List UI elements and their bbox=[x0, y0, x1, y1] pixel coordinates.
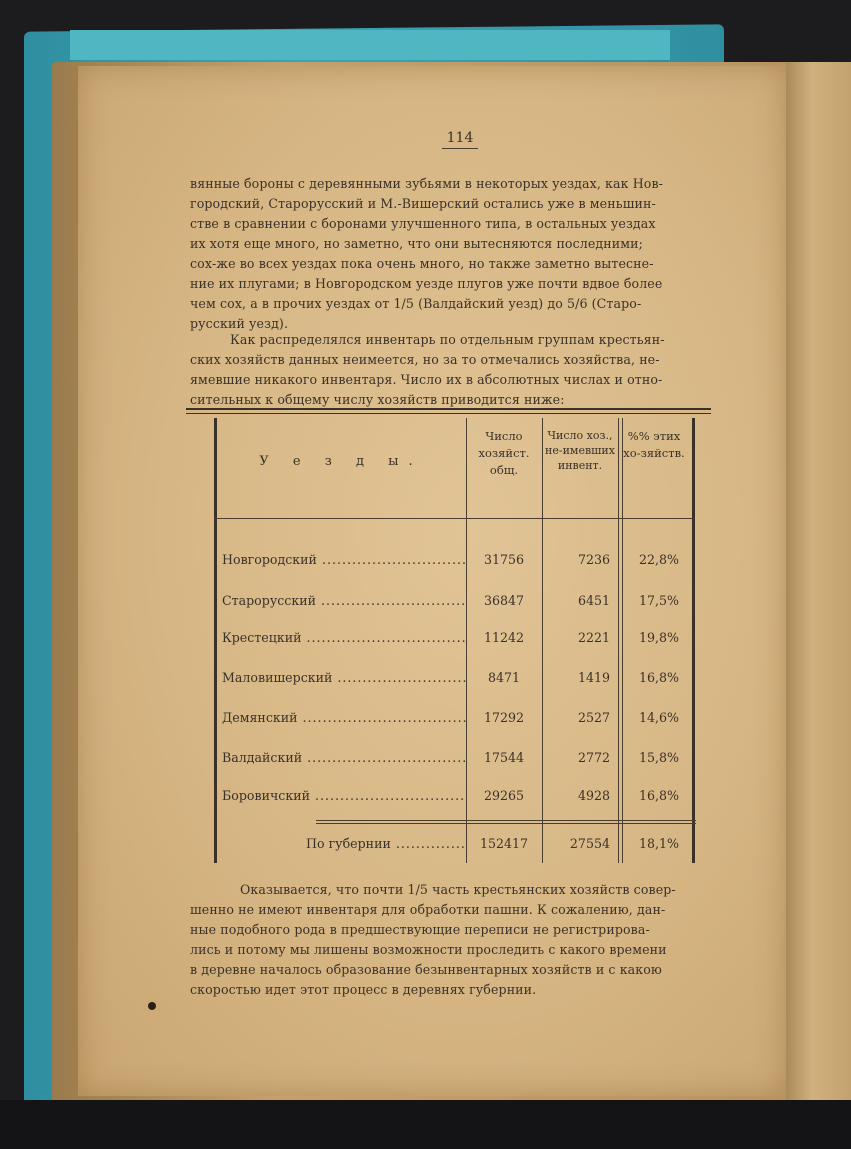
text-line: ских хозяйств данных неимеется, но за то отмечались хозяйства, не- bbox=[190, 352, 660, 367]
row-name: Валдайский ..... bbox=[222, 750, 467, 765]
cell-total: 11242 bbox=[483, 630, 525, 645]
text-line: сительных к общему числу хозяйств приводится ниже: bbox=[190, 392, 565, 407]
cell-percent: 16,8% bbox=[638, 788, 679, 803]
page-speck bbox=[148, 1002, 156, 1010]
row-name: Старорусский ..... bbox=[222, 593, 467, 608]
page-number: 114 bbox=[442, 130, 478, 149]
cell-percent: 15,8% bbox=[638, 750, 679, 765]
cell-without: 6451 bbox=[577, 593, 610, 608]
paragraph-1 bbox=[190, 174, 710, 334]
cell-total: 8471 bbox=[487, 670, 521, 685]
text-line: ные подобного рода в предшествующие переписи не регистрирова- bbox=[190, 922, 650, 937]
total-separator bbox=[316, 823, 696, 824]
cell-percent: 14,6% bbox=[638, 710, 679, 725]
cell-without: 2772 bbox=[577, 750, 610, 765]
row-name: Маловишерский ..... bbox=[222, 670, 467, 685]
facing-page-edge bbox=[786, 62, 851, 1102]
table-row bbox=[196, 788, 701, 810]
text-line: их хотя еще много, но заметно, что они вытесняются последними; bbox=[190, 236, 643, 251]
row-name: Демянский ..... bbox=[222, 710, 467, 725]
header-uezdy: У е з д ы. bbox=[259, 454, 423, 469]
table-row bbox=[196, 593, 701, 615]
row-name: Новгородский ..... bbox=[222, 552, 467, 567]
row-name: Боровичский ..... bbox=[222, 788, 467, 803]
text-line: скоростью идет этот процесс в деревнях губернии. bbox=[190, 982, 537, 997]
book-cover-edge bbox=[70, 30, 670, 60]
background-surface bbox=[0, 1100, 851, 1149]
text-line: сох-же во всех уездах пока очень много, но также заметно вытесне- bbox=[190, 256, 654, 271]
cell-without: 27554 bbox=[569, 836, 610, 851]
paragraph-3 bbox=[190, 880, 710, 1000]
text-line: русский уезд). bbox=[190, 316, 289, 331]
table-row bbox=[196, 552, 701, 574]
text-line: лись и потому мы лишены возможности проследить с какого времени bbox=[190, 942, 667, 957]
text-line: шенно не имеют инвентаря для обработки пашни. К сожалению, дан- bbox=[190, 902, 666, 917]
cell-percent: 18,1% bbox=[638, 836, 679, 851]
cell-total: 31756 bbox=[483, 552, 525, 567]
text-line: вянные бороны с деревянными зубьями в некоторых уездах, как Нов- bbox=[190, 176, 664, 191]
header-without-inventory: Число хоз., не-имевших инвент. bbox=[545, 429, 615, 472]
text-line: ние их плугами; в Новгородском уезде плугов уже почти вдвое более bbox=[190, 276, 663, 291]
total-separator bbox=[316, 820, 696, 821]
cell-total: 17292 bbox=[483, 710, 525, 725]
cell-without: 1419 bbox=[577, 670, 610, 685]
table-row bbox=[196, 670, 701, 692]
cell-total: 29265 bbox=[483, 788, 525, 803]
cell-total: 36847 bbox=[483, 593, 525, 608]
cell-without: 2221 bbox=[577, 630, 610, 645]
statistics-table bbox=[196, 408, 701, 868]
header-total-households: Число хозяйст. общ. bbox=[478, 429, 530, 477]
text-line: чем сох, а в прочих уездах от 1/5 (Валдайский уезд) до 5/6 (Старо- bbox=[190, 296, 642, 311]
cell-without: 4928 bbox=[577, 788, 610, 803]
cell-percent: 16,8% bbox=[638, 670, 679, 685]
row-name: По губернии ..... bbox=[306, 836, 466, 851]
table-row bbox=[196, 630, 701, 652]
cell-without: 7236 bbox=[577, 552, 610, 567]
table-row bbox=[196, 750, 701, 772]
text-line: Оказывается, что почти 1/5 часть крестьянских хозяйств совер- bbox=[240, 882, 676, 897]
table-row bbox=[196, 710, 701, 732]
cell-total: 17544 bbox=[483, 750, 525, 765]
cell-percent: 22,8% bbox=[638, 552, 679, 567]
cell-total: 152417 bbox=[479, 836, 529, 851]
header-percent: %% этих хо-зяйств. bbox=[623, 429, 685, 460]
text-line: стве в сравнении с боронами улучшенного типа, в остальных уездах bbox=[190, 216, 656, 231]
text-line: городский, Старорусский и М.-Вишерский остались уже в меньшин- bbox=[190, 196, 656, 211]
cell-percent: 19,8% bbox=[638, 630, 679, 645]
paragraph-2 bbox=[190, 330, 710, 410]
text-line: ямевшие никакого инвентаря. Число их в абсолютных числах и отно- bbox=[190, 372, 663, 387]
cell-percent: 17,5% bbox=[638, 593, 679, 608]
cell-without: 2527 bbox=[577, 710, 610, 725]
table-top-rule bbox=[186, 408, 711, 410]
header-separator bbox=[214, 518, 694, 519]
row-name: Крестецкий ..... bbox=[222, 630, 467, 645]
table-top-rule bbox=[186, 413, 711, 414]
text-line: Как распределялся инвентарь по отдельным группам крестьян- bbox=[230, 332, 665, 347]
text-line: в деревне началось образование безынвентарных хозяйств и с какою bbox=[190, 962, 662, 977]
table-total-row bbox=[196, 836, 701, 858]
